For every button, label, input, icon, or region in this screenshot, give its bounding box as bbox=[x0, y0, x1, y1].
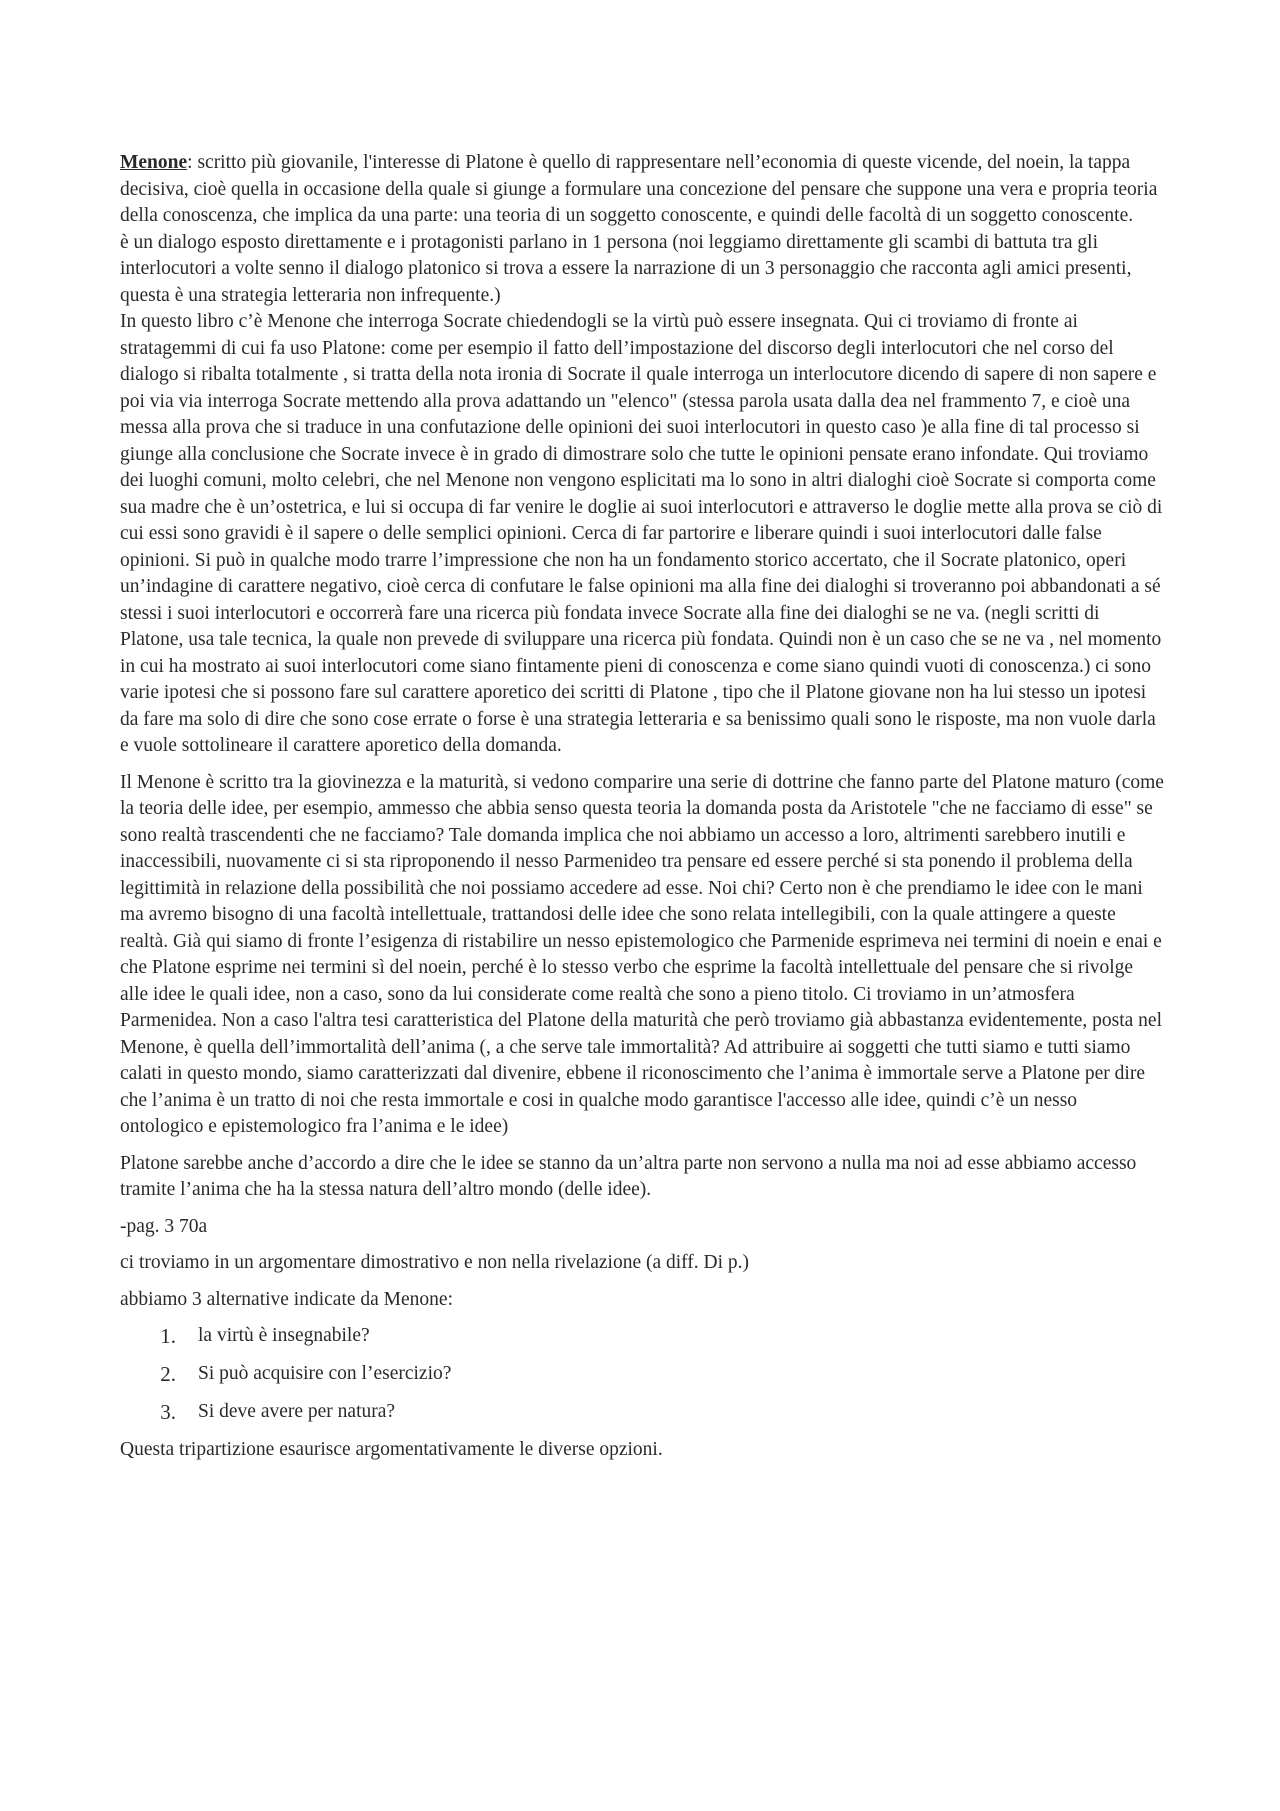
argument-paragraph: ci troviamo in un argomentare dimostrativo e non nella rivelazione (a diff. Di p.) bbox=[120, 1252, 750, 1273]
list-item bbox=[120, 1361, 1165, 1387]
conclusion-paragraph: Questa tripartizione esaurisce argomentativamente le diverse opzioni. bbox=[120, 1439, 663, 1460]
intro-paragraph bbox=[120, 150, 1165, 230]
book-paragraph: In questo libro c’è Menone che interroga Socrate chiedendogli se la virtù può essere insegnata. Qui ci troviamo di fronte ai stratagemmi di cui fa uso Platone: come per esempio il fatto dell’impostazione del discorso degli interlocutori che nel corso del dialogo si ribalta totalmente , si tratta della nota ironia di Socrate il quale interroga un interlocutore dicendo di sapere di non sapere e poi via via interroga Socrate mettendo alla prova adattando un "elenco" (stessa parola usata dalla dea nel frammento 7, e cioè una messa alla prova che si traduce in una confutazione delle opinioni dei suoi interlocutori in questo caso )e alla fine di tal processo si giunge alla conclusione che Socrate invece è in grado di dimostrare solo che tutte le opinioni pensate erano infondate. Qui troviamo dei luoghi comuni, molto celebri, che nel Menone non vengono esplicitati ma lo sono in altri dialoghi cioè Socrate si comporta come sua madre che è un’ostetrica, e lui si occupa di far venire le doglie ai suoi interlocutori e attraverso le doglie mette alla prova se ciò di cui essi sono gravidi è il sapere o delle semplici opinioni. Cerca di far partorire e liberare quindi i suoi interlocutori dalle false opinioni. Si può in qualche modo trarre l’impressione che non ha un fondamento storico accertato, che il Socrate platonico, operi un’indagine di carattere negativo, cioè cerca di confutare le false opinioni ma alla fine dei dialoghi si troveranno poi abbandonati a sé stessi i suoi interlocutori e occorrerà fare una ricerca più fondata invece Socrate alla fine dei dialoghi se ne va. (negli scritti di Platone, usa tale tecnica, la quale non prevede di sviluppare una ricerca più fondata. Quindi non è un caso che se ne va , nel momento in cui ha mostrato ai suoi interlocutori come siano fintamente pieni di conoscenza e come siano quindi vuoti di conoscenza.) ci sono varie ipotesi che si possono fare sul carattere aporetico dei scritti di Platone , tipo che il Platone giovane non ha lui stesso un ipotesi da fare ma solo di dire che sono cose errate o forse è una strategia letteraria e sa benissimo quali sono le risposte, ma non vuole darla e vuole sottolineare il carattere aporetico della domanda. bbox=[120, 311, 1163, 756]
page-reference: -pag. 3 70a bbox=[120, 1215, 208, 1237]
list-item bbox=[120, 1323, 1165, 1349]
list-item-number: 3. bbox=[160, 1400, 176, 1424]
list-item-text: Si deve avere per natura? bbox=[198, 1401, 396, 1422]
list-item-text: la virtù è insegnabile? bbox=[198, 1325, 370, 1346]
ideas-paragraph: Platone sarebbe anche d’accordo a dire che le idee se stanno da un’altra parte non servono a nulla ma noi ad esse abbiamo accesso tramite l’anima che ha la stessa natura dell’altro mondo (delle idee). bbox=[120, 1152, 1137, 1200]
list-item-text: Si può acquisire con l’esercizio? bbox=[198, 1363, 452, 1384]
list-item-number: 1. bbox=[160, 1324, 176, 1348]
maturity-paragraph: Il Menone è scritto tra la giovinezza e la maturità, si vedono comparire una serie di dottrine che fanno parte del Platone maturo (come la teoria delle idee, per esempio, ammesso che abbia senso questa teoria la domanda posta da Aristotele "che ne facciamo di esse" se sono realtà trascendenti che ne facciamo? Tale domanda implica che noi abbiamo un accesso a loro, altrimenti sarebbero inutili e inaccessibili, nuovamente ci si sta riproponendo il nesso Parmenideo tra pensare ed essere perché si sta ponendo il problema della legittimità in relazione della possibilità che noi possiamo accedere ad esse. Noi chi? Certo non è che prendiamo le idee con le mani ma avremo bisogno di una facoltà intellettuale, trattandosi delle idee che sono relata intellegibili, con la quale attingere a queste realtà. Già qui siamo di fronte l’esigenza di ristabilire un nesso epistemologico che Parmenide esprimeva nei termini di noein e enai e che Platone esprime nei termini sì del noein, perché è lo stesso verbo che esprime la facoltà intellettuale del pensare che si rivolge alle idee le quali idee, non a caso, sono da lui considerate come realtà che sono a pieno titolo. Ci troviamo in un’atmosfera Parmenidea. Non a caso l'altra tesi caratteristica del Platone della maturità che però troviamo già abbastanza evidentemente, posta nel Menone, è quella dell’immortalità dell’anima (, a che serve tale immortalità? Ad attribuire ai soggetti che tutti siamo e tutti siamo calati in questo mondo, siamo caratterizzati dal divenire, ebbene il riconoscimento che l’anima è immortale serve a Platone per dire che l’anima è un tratto di noi che resta immortale e cosi in qualche modo garantisce l'accesso alle idee, quindi c’è un nesso ontologico e epistemologico fra l’anima e le idee) bbox=[120, 771, 1164, 1137]
alternatives-intro: abbiamo 3 alternative indicate da Menone: bbox=[120, 1288, 453, 1310]
list-item bbox=[120, 1399, 1165, 1425]
document-page bbox=[120, 150, 1165, 1464]
intro-text: : scritto più giovanile, l'interesse di Platone è quello di rappresentare nell’economia di queste vicende, del noein, la tappa decisiva, cioè quella in occasione della quale si giunge a formulare una concezione del pensare che suppone una vera e propria teoria della conoscenza, che implica da una parte: una teoria di un soggetto conoscente, e quindi delle facoltà di un soggetto conoscente. bbox=[120, 152, 1158, 226]
alternatives-list bbox=[120, 1323, 1165, 1425]
document-title-word: Menone bbox=[120, 152, 188, 173]
dialogue-paragraph: è un dialogo esposto direttamente e i protagonisti parlano in 1 persona (noi leggiamo direttamente gli scambi di battuta tra gli interlocutori a volte senno il dialogo platonico si trova a essere la narrazione di un 3 personaggio che racconta agli amici presenti, questa è una strategia letteraria non infrequente.) bbox=[120, 231, 1132, 306]
list-item-number: 2. bbox=[160, 1362, 176, 1386]
